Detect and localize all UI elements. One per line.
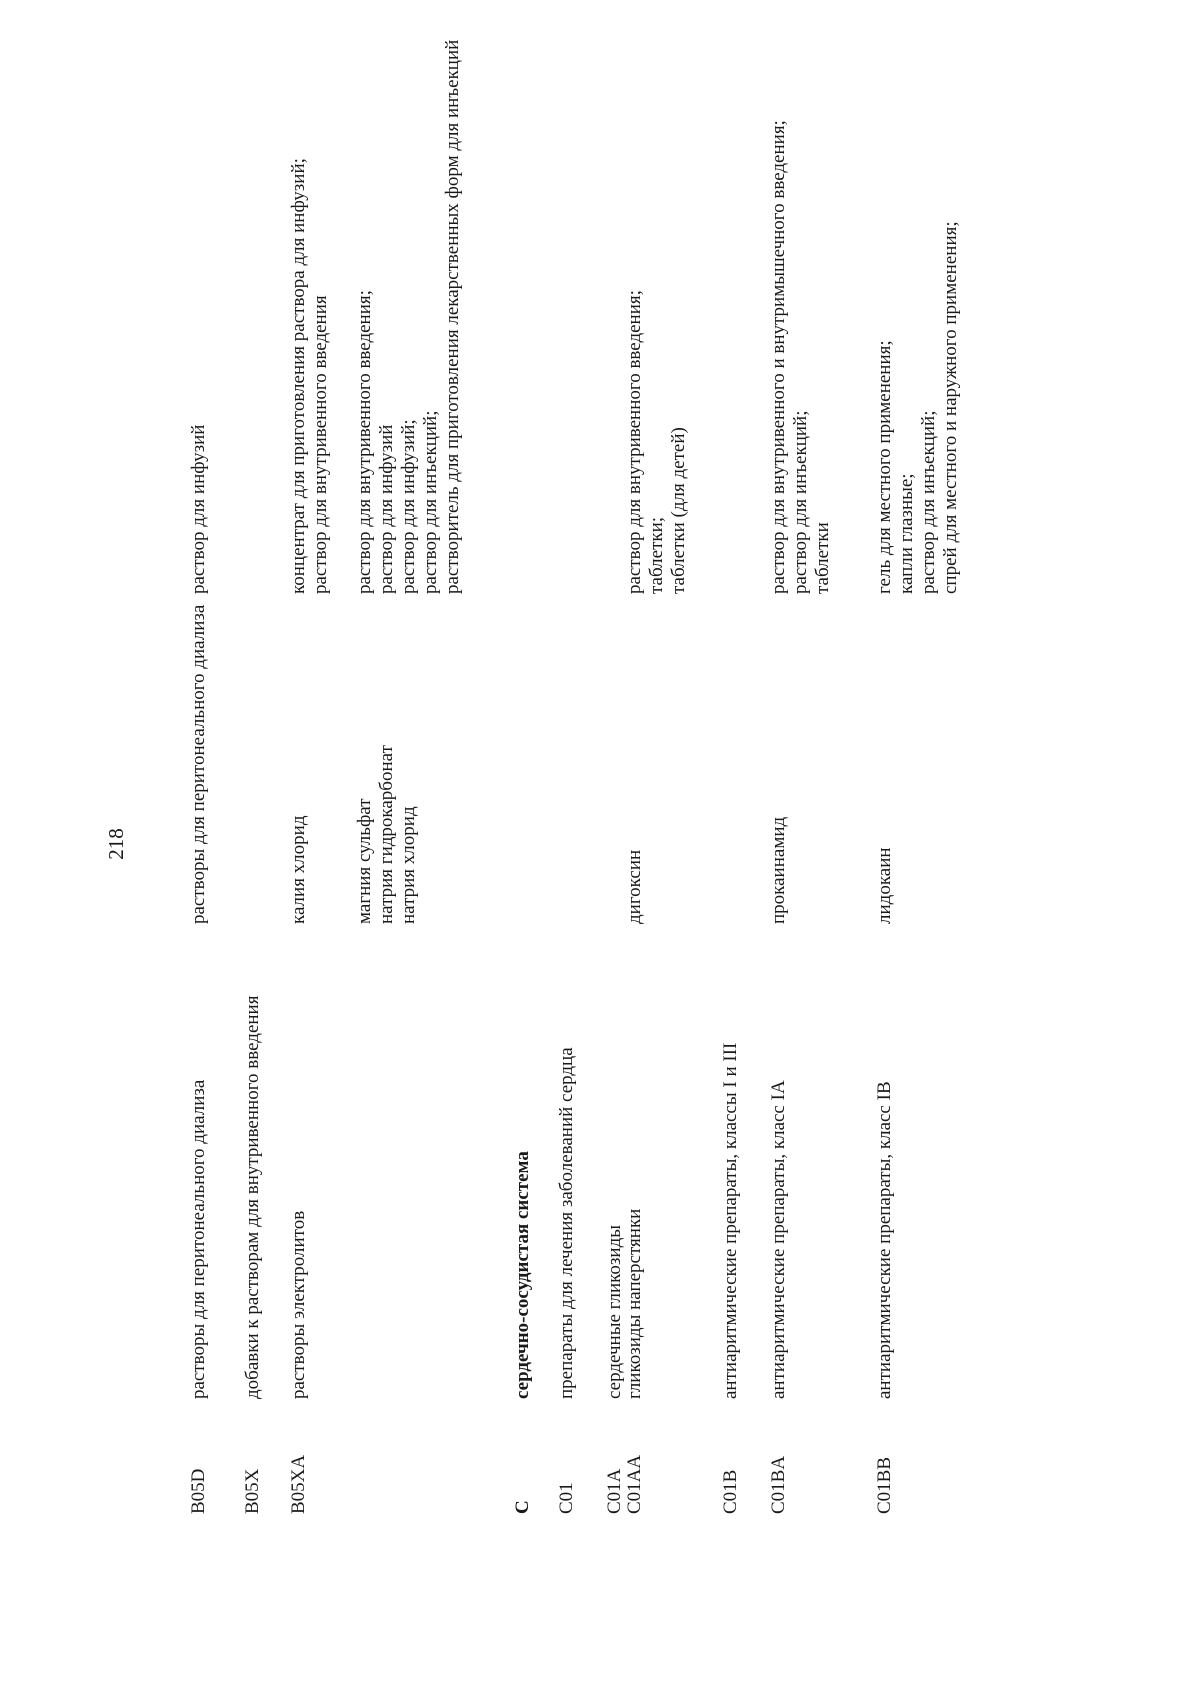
form-item: раствор для инфузий bbox=[188, 424, 209, 594]
dosage-forms bbox=[874, 114, 962, 594]
drug-item: калия хлорид bbox=[288, 815, 309, 924]
form-item: раствор для внутривенного введения; bbox=[354, 290, 375, 594]
atc-code: C bbox=[512, 1500, 533, 1514]
category-label: добавки к растворам для внутривенного введения bbox=[242, 995, 263, 1399]
form-item: капли глазные; bbox=[896, 473, 917, 594]
category-label: препараты для лечения заболеваний сердца bbox=[556, 1047, 577, 1399]
form-item: раствор для инъекций; bbox=[420, 410, 441, 594]
form-item: раствор для внутривенного и внутримышечного введения; bbox=[768, 120, 789, 594]
category-text bbox=[604, 934, 626, 1399]
category-label: растворы для перитонеального диализа bbox=[188, 1079, 209, 1399]
atc-code: C01A bbox=[604, 1468, 625, 1514]
atc-code: C01AA bbox=[624, 1454, 645, 1514]
drug-item: натрия хлорид bbox=[398, 806, 419, 924]
form-item: раствор для внутривенного введения bbox=[310, 295, 331, 594]
drug-item: натрия гидрокарбонат bbox=[376, 745, 397, 924]
form-item: гель для местного применения; bbox=[874, 340, 895, 594]
category-text bbox=[768, 934, 790, 1399]
category-text bbox=[242, 934, 264, 1399]
category-text bbox=[188, 934, 210, 1399]
atc-code: B05XA bbox=[288, 1454, 309, 1514]
form-item: раствор для инфузий bbox=[376, 424, 397, 594]
form-item: концентрат для приготовления раствора для инфузий; bbox=[288, 158, 309, 594]
form-item: раствор для инфузий; bbox=[398, 419, 419, 594]
category-label: антиаритмические препараты, классы I и III bbox=[720, 1042, 741, 1399]
dosage-forms bbox=[288, 114, 332, 594]
category-label: сердечно-сосудистая система bbox=[512, 1151, 533, 1399]
category-label: антиаритмические препараты, класс IB bbox=[874, 1081, 895, 1399]
category-label: гликозиды наперстянки bbox=[624, 1208, 645, 1399]
form-item: таблетки bbox=[812, 522, 833, 594]
dosage-forms bbox=[188, 114, 210, 594]
drug-name bbox=[188, 599, 210, 924]
form-item: таблетки; bbox=[646, 516, 667, 594]
drug-name bbox=[288, 599, 310, 924]
form-item: спрей для местного и наружного применения; bbox=[940, 221, 961, 594]
category-label: сердечные гликозиды bbox=[604, 1225, 625, 1399]
drug-name bbox=[768, 599, 790, 924]
category-text bbox=[512, 934, 534, 1399]
drug-name bbox=[874, 599, 896, 924]
drug-item: магния сульфат bbox=[354, 798, 375, 924]
drug-item: лидокаин bbox=[874, 847, 895, 924]
drug-item: прокаинамид bbox=[768, 816, 789, 924]
category-text bbox=[624, 934, 646, 1399]
drug-item: дигоксин bbox=[624, 849, 645, 924]
atc-code: B05X bbox=[242, 1468, 263, 1514]
category-text bbox=[556, 934, 578, 1399]
category-label: антиаритмические препараты, класс IA bbox=[768, 1080, 789, 1399]
category-label: растворы электролитов bbox=[288, 1210, 309, 1399]
dosage-forms bbox=[624, 114, 690, 594]
form-item: раствор для инъекций; bbox=[790, 410, 811, 594]
atc-code: C01 bbox=[556, 1482, 577, 1514]
form-item: таблетки (для детей) bbox=[668, 427, 689, 594]
dosage-forms bbox=[768, 114, 834, 594]
page-number: 218 bbox=[104, 828, 128, 860]
atc-code: C01BB bbox=[874, 1456, 895, 1514]
form-item: растворитель для приготовления лекарственных форм для инъекций bbox=[442, 39, 463, 594]
drug-name bbox=[354, 599, 420, 924]
atc-code: C01B bbox=[720, 1469, 741, 1514]
category-text bbox=[720, 934, 742, 1399]
category-text bbox=[874, 934, 896, 1399]
drug-item: растворы для перитонеального диализа bbox=[188, 604, 209, 924]
atc-code: C01BA bbox=[768, 1455, 789, 1514]
drug-name bbox=[624, 599, 646, 924]
atc-code: B05D bbox=[188, 1468, 209, 1514]
form-item: раствор для инъекций; bbox=[918, 410, 939, 594]
form-item: раствор для внутривенного введения; bbox=[624, 290, 645, 594]
category-text bbox=[288, 934, 310, 1399]
dosage-forms bbox=[354, 39, 464, 594]
